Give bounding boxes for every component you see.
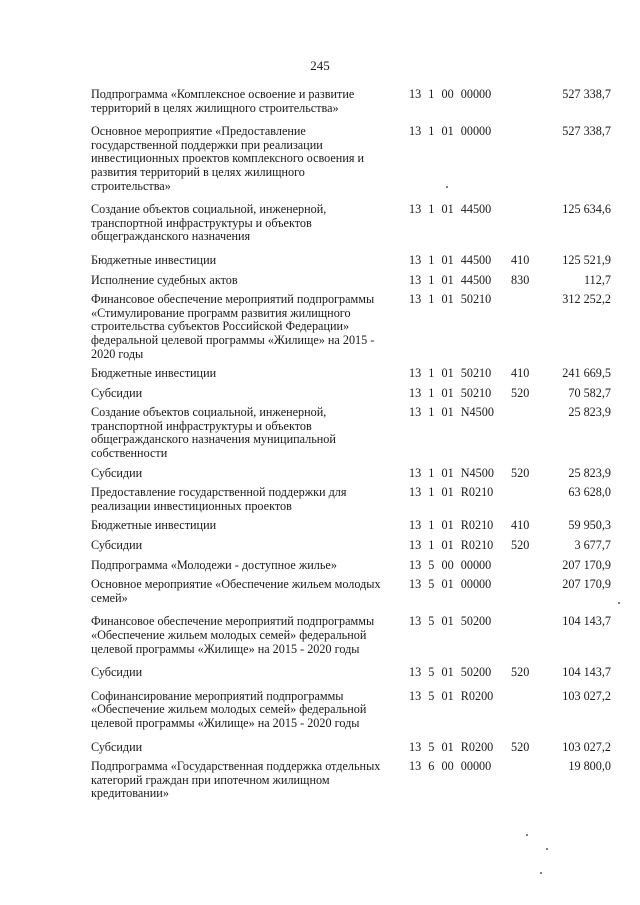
table-row (91, 760, 611, 801)
table-row (91, 519, 611, 533)
row-code: 13 5 01 R0200 (409, 739, 494, 754)
row-expense-type: 520 (511, 665, 530, 680)
table-row (91, 367, 611, 381)
row-amount: 207 170,9 (562, 577, 611, 592)
row-amount: 103 027,2 (562, 688, 611, 703)
table-row (91, 467, 611, 481)
row-amount: 70 582,7 (568, 385, 611, 400)
row-description: Софинансирование мероприятий подпрограммы «Обеспечение жильем молодых семей» федеральной целевой программы «Жилище» на 2015 - 2020 годы (91, 688, 367, 730)
row-amount: 312 252,2 (562, 292, 611, 307)
row-description: Подпрограмма «Комплексное освоение и развитие территорий в целях жилищного строительства» (91, 87, 355, 115)
table-row (91, 578, 611, 605)
row-description: Субсидии (91, 465, 143, 480)
row-description: Субсидии (91, 739, 143, 754)
row-code: 13 1 01 44500 (409, 272, 492, 287)
row-expense-type: 410 (511, 518, 530, 533)
row-description: Создание объектов социальной, инженерной, транспортной инфраструктуры и объектов общегражданского назначения (91, 202, 327, 244)
row-amount: 527 338,7 (562, 124, 611, 139)
row-code: 13 1 01 44500 (409, 252, 492, 267)
row-expense-type: 410 (511, 366, 530, 381)
row-amount: 25 823,9 (568, 465, 611, 480)
table-row (91, 539, 611, 553)
row-description: Подпрограмма «Молодежи - доступное жилье» (91, 557, 337, 572)
row-code: 13 1 01 N4500 (409, 465, 494, 480)
row-code: 13 1 01 R0210 (409, 518, 494, 533)
row-code: 13 1 01 00000 (409, 124, 492, 139)
scan-speck (526, 834, 528, 836)
row-amount: 104 143,7 (562, 614, 611, 629)
table-row (91, 690, 611, 731)
row-code: 13 1 01 50210 (409, 292, 492, 307)
row-amount: 104 143,7 (562, 665, 611, 680)
row-description: Подпрограмма «Государственная поддержка отдельных категорий граждан при ипотечном жилищном кредитовании» (91, 759, 381, 801)
table-row (91, 203, 611, 244)
table-row (91, 559, 611, 573)
budget-table (91, 88, 611, 801)
row-description: Создание объектов социальной, инженерной, транспортной инфраструктуры и объектов общегражданского назначения муниципальной собственности (91, 405, 336, 461)
row-amount: 19 800,0 (568, 759, 611, 774)
row-description: Субсидии (91, 665, 143, 680)
scan-speck (446, 186, 448, 188)
row-description: Субсидии (91, 385, 143, 400)
row-code: 13 1 01 R0210 (409, 485, 494, 500)
table-row (91, 293, 611, 361)
table-row (91, 406, 611, 460)
row-description: Финансовое обеспечение мероприятий подпрограммы «Обеспечение жильем молодых семей» федеральной целевой программы «Жилище» на 2015 - 2020 годы (91, 614, 375, 656)
table-row (91, 615, 611, 656)
row-expense-type: 830 (511, 272, 530, 287)
row-description: Основное мероприятие «Обеспечение жильем молодых семей» (91, 577, 381, 605)
table-row (91, 274, 611, 288)
scan-speck (546, 848, 548, 850)
row-code: 13 1 01 50210 (409, 385, 492, 400)
row-code: 13 5 00 00000 (409, 557, 492, 572)
table-row (91, 387, 611, 401)
row-amount: 241 669,5 (562, 366, 611, 381)
row-code: 13 1 00 00000 (409, 87, 492, 101)
row-description: Субсидии (91, 538, 143, 553)
row-amount: 59 950,3 (568, 518, 611, 533)
row-code: 13 1 01 R0210 (409, 538, 494, 553)
table-row (91, 666, 611, 680)
row-expense-type: 520 (511, 465, 530, 480)
row-amount: 112,7 (584, 272, 611, 287)
row-code: 13 5 01 R0200 (409, 688, 494, 703)
row-description: Предоставление государственной поддержки для реализации инвестиционных проектов (91, 485, 347, 513)
row-amount: 207 170,9 (562, 557, 611, 572)
row-code: 13 1 01 44500 (409, 202, 492, 217)
scan-speck (618, 602, 620, 604)
row-description: Бюджетные инвестиции (91, 366, 217, 381)
row-description: Бюджетные инвестиции (91, 252, 217, 267)
table-row (91, 486, 611, 513)
row-expense-type: 520 (511, 739, 530, 754)
page-number: 245 (310, 58, 330, 73)
row-code: 13 5 01 00000 (409, 577, 492, 592)
row-amount: 103 027,2 (562, 739, 611, 754)
row-amount: 3 677,7 (574, 538, 611, 553)
row-code: 13 1 01 N4500 (409, 405, 494, 420)
row-description: Основное мероприятие «Предоставление государственной поддержки при реализации инвестиционных проектов комплексного освоения и развития территорий в целях жилищного строительства» (91, 124, 365, 193)
table-row (91, 741, 611, 755)
table-row (91, 125, 611, 193)
table-row (91, 254, 611, 268)
row-code: 13 1 01 50210 (409, 366, 492, 381)
row-expense-type: 410 (511, 252, 530, 267)
scan-speck (540, 872, 542, 874)
table-row (91, 88, 611, 115)
row-amount: 125 521,9 (562, 252, 611, 267)
row-expense-type: 520 (511, 385, 530, 400)
row-code: 13 6 00 00000 (409, 759, 492, 774)
row-expense-type: 520 (511, 538, 530, 553)
row-amount: 125 634,6 (562, 202, 611, 217)
row-amount: 63 628,0 (568, 485, 611, 500)
row-description: Исполнение судебных актов (91, 272, 238, 287)
row-amount: 527 338,7 (562, 87, 611, 101)
row-code: 13 5 01 50200 (409, 665, 492, 680)
row-description: Финансовое обеспечение мероприятий подпрограммы «Стимулирование программ развития жилищного строительства субъектов Российской Федерации» федеральной целевой программы «Жилище» на 2015 - 2020 годы (91, 292, 375, 361)
row-amount: 25 823,9 (568, 405, 611, 420)
row-code: 13 5 01 50200 (409, 614, 492, 629)
row-description: Бюджетные инвестиции (91, 518, 217, 533)
